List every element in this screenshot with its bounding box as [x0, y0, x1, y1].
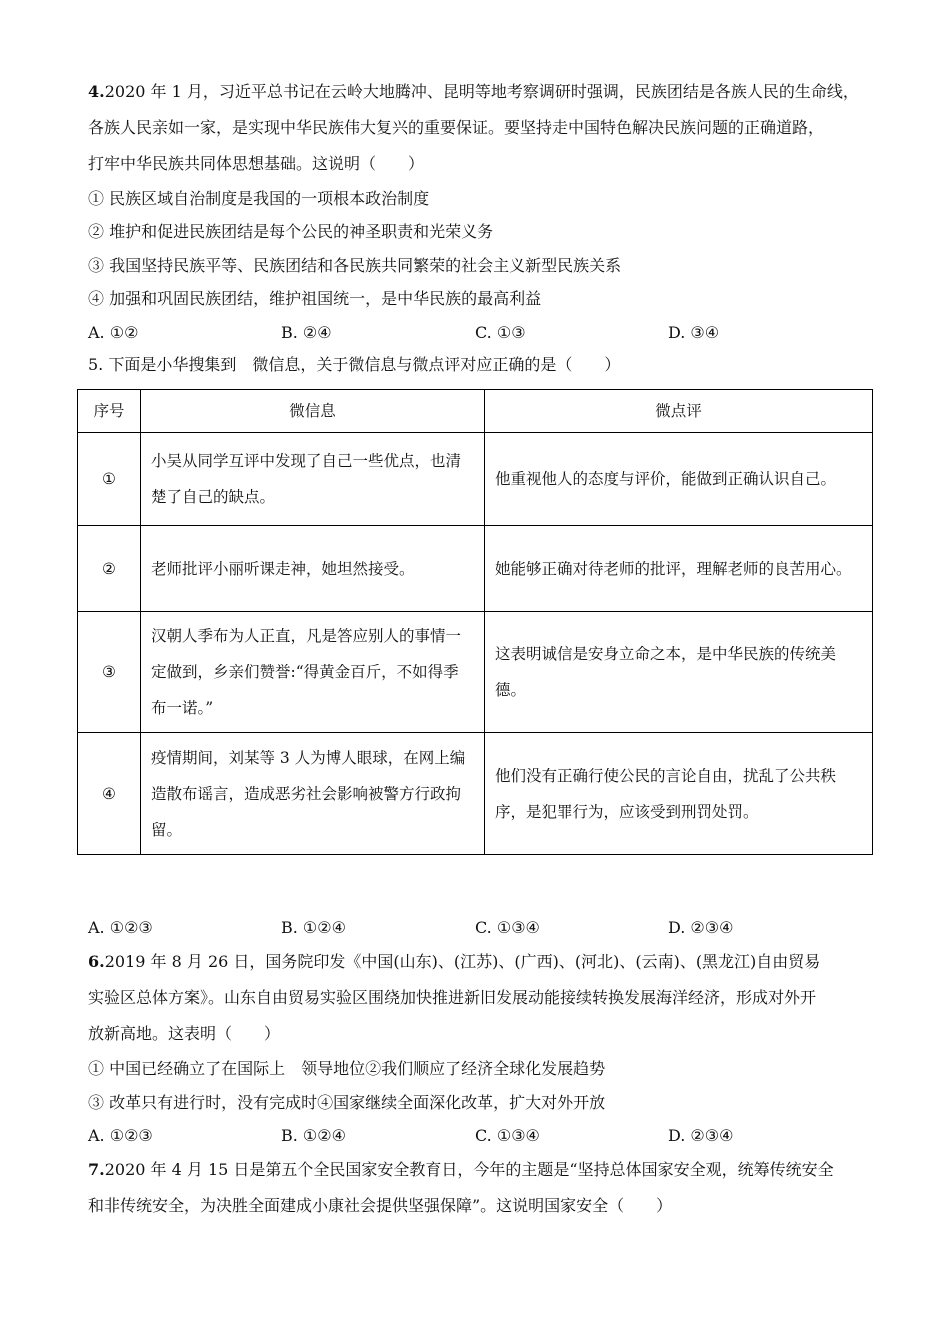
- row-comment: 他们没有正确行使公民的言论自由，扰乱了公共秩序，是犯罪行为，应该受到刑罚处罚。: [485, 733, 873, 855]
- q4-item-2: ② 堆护和促进民族团结是每个公民的神圣职责和光荣义务: [88, 222, 494, 241]
- row-info: 小吴从同学互评中发现了自己一些优点，也清楚了自己的缺点。: [141, 433, 485, 526]
- q5-table: [77, 389, 873, 855]
- q4-stem-line-1: 4.2020 年 1 月，习近平总书记在云岭大地腾冲、昆明等地考察调研时强调，民族团结是各族人民的生命线，: [88, 82, 859, 101]
- q6-option-c[interactable]: C. ①③④: [475, 1126, 540, 1145]
- table-row: [78, 526, 873, 612]
- q5-option-c[interactable]: C. ①③④: [475, 918, 540, 937]
- row-number: ④: [78, 733, 141, 855]
- row-number: ③: [78, 612, 141, 733]
- row-comment: 这表明诚信是安身立命之本，是中华民族的传统美德。: [485, 612, 873, 733]
- header-comment: 微点评: [485, 390, 873, 433]
- q7-stem-line-2: 和非传统安全，为决胜全面建成小康社会提供坚强保障”。这说明国家安全（ ）: [88, 1196, 673, 1215]
- table-header-row: [78, 390, 873, 433]
- row-info: 疫情期间，刘某等 3 人为博人眼球，在网上编造散布谣言，造成恶劣社会影响被警方行政拘留。: [141, 733, 485, 855]
- q6-stem-line-2: 实验区总体方案》。山东自由贸易实验区围绕加快推进新旧发展动能接续转换发展海洋经济，形成对外开: [88, 988, 817, 1007]
- table-row: [78, 733, 873, 855]
- q7-stem-line-1: 7.2020 年 4 月 15 日是第五个全民国家安全教育日，今年的主题是“坚持总体国家安全观，统筹传统安全: [88, 1160, 834, 1179]
- header-number: 序号: [78, 390, 141, 433]
- row-info: 老师批评小丽听课走神，她坦然接受。: [141, 526, 485, 612]
- q4-option-b[interactable]: B. ②④: [281, 323, 332, 342]
- q5-stem: 5. 下面是小华搜集到 微信息，关于微信息与微点评对应正确的是（ ）: [88, 355, 621, 374]
- q4-option-a[interactable]: A. ①②: [88, 323, 139, 342]
- table-row: [78, 433, 873, 526]
- q6-number: 6.: [88, 952, 105, 971]
- row-number: ②: [78, 526, 141, 612]
- q4-item-3: ③ 我国坚持民族平等、民族团结和各民族共同繁荣的社会主义新型民族关系: [88, 256, 622, 275]
- q4-number: 4.: [88, 82, 105, 101]
- q5-options: [88, 916, 888, 940]
- row-comment: 他重视他人的态度与评价，能做到正确认识自己。: [485, 433, 873, 526]
- q6-options: [88, 1124, 888, 1148]
- row-comment: 她能够正确对待老师的批评，理解老师的良苦用心。: [485, 526, 873, 612]
- q4-option-d[interactable]: D. ③④: [668, 323, 720, 342]
- q4-stem-line-2: 各族人民亲如一家，是实现中华民族伟大复兴的重要保证。要坚持走中国特色解决民族问题的正确道路，: [88, 118, 825, 137]
- q5-option-d[interactable]: D. ②③④: [668, 918, 734, 937]
- q6-stem-line-3: 放新高地。这表明（ ）: [88, 1024, 281, 1043]
- q7-number: 7.: [88, 1160, 105, 1179]
- q6-item-1: ① 中国已经确立了在国际上 领导地位②我们顺应了经济全球化发展趋势: [88, 1059, 606, 1078]
- q4-options: [88, 321, 888, 345]
- q5-option-b[interactable]: B. ①②④: [281, 918, 346, 937]
- row-number: ①: [78, 433, 141, 526]
- q4-item-4: ④ 加强和巩固民族团结，维护祖国统一，是中华民族的最高利益: [88, 289, 542, 308]
- table-row: [78, 612, 873, 733]
- row-info: 汉朝人季布为人正直，凡是答应别人的事情一定做到，乡亲们赞誉:“得黄金百斤，不如得季布一诺。”: [141, 612, 485, 733]
- header-info: 微信息: [141, 390, 485, 433]
- q6-stem-line-1: 6.2019 年 8 月 26 日，国务院印发《中国(山东)、(江苏)、(广西)、(河北)、(云南)、(黑龙江)自由贸易: [88, 952, 821, 971]
- q4-option-c[interactable]: C. ①③: [475, 323, 526, 342]
- q4-item-1: ① 民族区域自治制度是我国的一项根本政治制度: [88, 189, 430, 208]
- q6-item-2: ③ 改革只有进行时，没有完成时④国家继续全面深化改革，扩大对外开放: [88, 1093, 606, 1112]
- q6-option-d[interactable]: D. ②③④: [668, 1126, 734, 1145]
- q4-stem-line-3: 打牢中华民族共同体思想基础。这说明（ ）: [88, 154, 425, 173]
- q6-option-a[interactable]: A. ①②③: [88, 1126, 153, 1145]
- q5-option-a[interactable]: A. ①②③: [88, 918, 153, 937]
- q6-option-b[interactable]: B. ①②④: [281, 1126, 346, 1145]
